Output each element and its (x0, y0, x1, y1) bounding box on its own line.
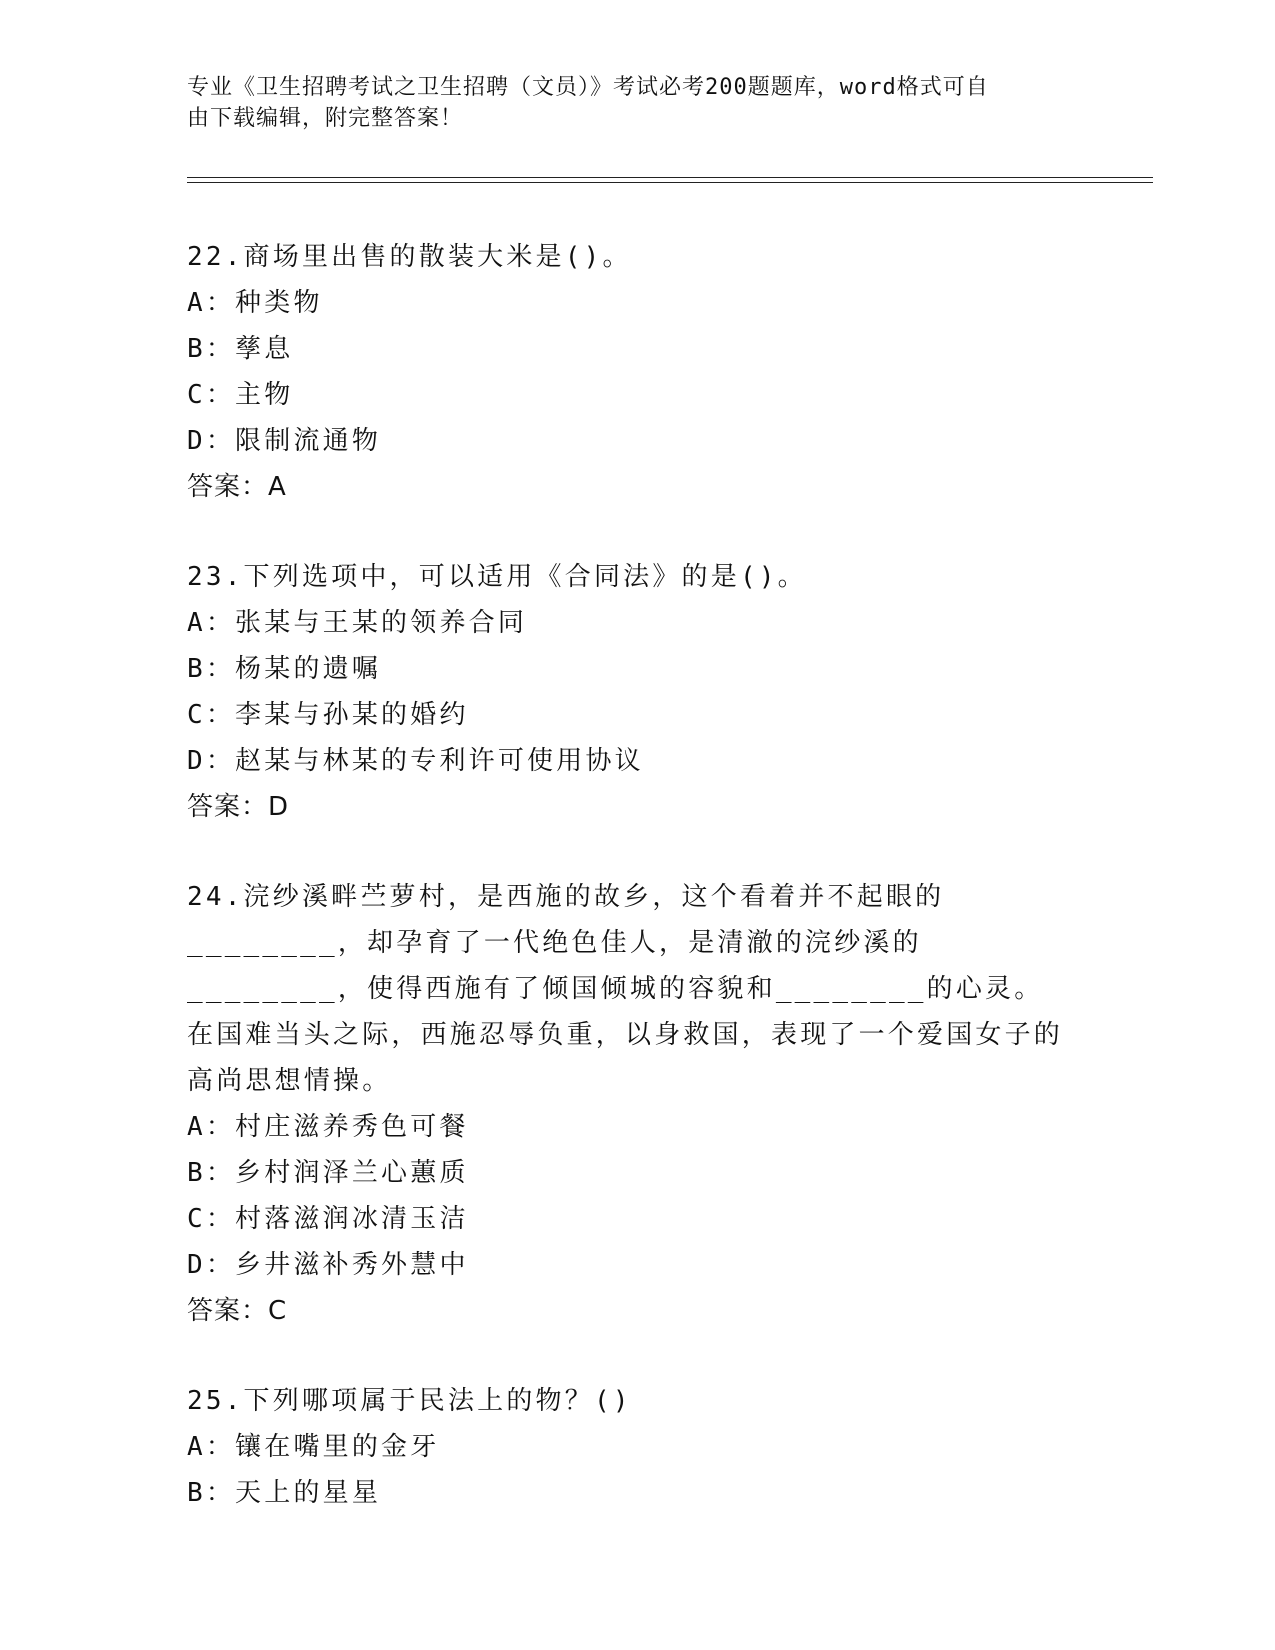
header-line-1: 专业《卫生招聘考试之卫生招聘（文员）》考试必考200题题库，word格式可自 (187, 75, 989, 100)
question-23 (187, 554, 1067, 830)
question-list (187, 234, 1067, 1560)
question-22 (187, 234, 1067, 510)
question-stem: 23.下列选项中，可以适用《合同法》的是()。 (187, 562, 807, 592)
option-b: B：杨某的遗嘱 (187, 654, 382, 684)
option-a: A：镶在嘴里的金牙 (187, 1432, 440, 1462)
option-c: C：主物 (187, 380, 294, 410)
document-header (187, 72, 1067, 134)
option-a: A：张某与王某的领养合同 (187, 608, 528, 638)
question-stem: 24.浣纱溪畔苎萝村，是西施的故乡，这个看着并不起眼的________，却孕育了一代绝色佳人，是清澈的浣纱溪的________，使得西施有了倾国倾城的容貌和________的心灵。在国难当头之际，西施忍辱负重，以身救国，表现了一个爱国女子的高尚思想情操。 (187, 882, 1064, 1096)
answer-line: 答案：A (187, 472, 287, 502)
header-divider-top (187, 177, 1153, 178)
question-25 (187, 1378, 1067, 1516)
answer-line: 答案：C (187, 1296, 288, 1326)
option-d: D：乡井滋补秀外慧中 (187, 1250, 469, 1280)
option-a: A：村庄滋养秀色可餐 (187, 1112, 469, 1142)
option-d: D：限制流通物 (187, 426, 382, 456)
option-c: C：村落滋润冰清玉洁 (187, 1204, 469, 1234)
question-24 (187, 874, 1067, 1334)
option-b: B：乡村润泽兰心蕙质 (187, 1158, 469, 1188)
option-b: B：天上的星星 (187, 1478, 382, 1508)
option-c: C：李某与孙某的婚约 (187, 700, 469, 730)
header-line-2: 由下载编辑，附完整答案！ (187, 106, 464, 131)
answer-line: 答案：D (187, 792, 290, 822)
option-b: B：孳息 (187, 334, 294, 364)
option-d: D：赵某与林某的专利许可使用协议 (187, 746, 644, 776)
question-stem: 22.商场里出售的散装大米是()。 (187, 242, 632, 272)
option-a: A：种类物 (187, 288, 323, 318)
header-divider-bottom (187, 182, 1153, 183)
question-stem: 25.下列哪项属于民法上的物？() (187, 1386, 632, 1416)
